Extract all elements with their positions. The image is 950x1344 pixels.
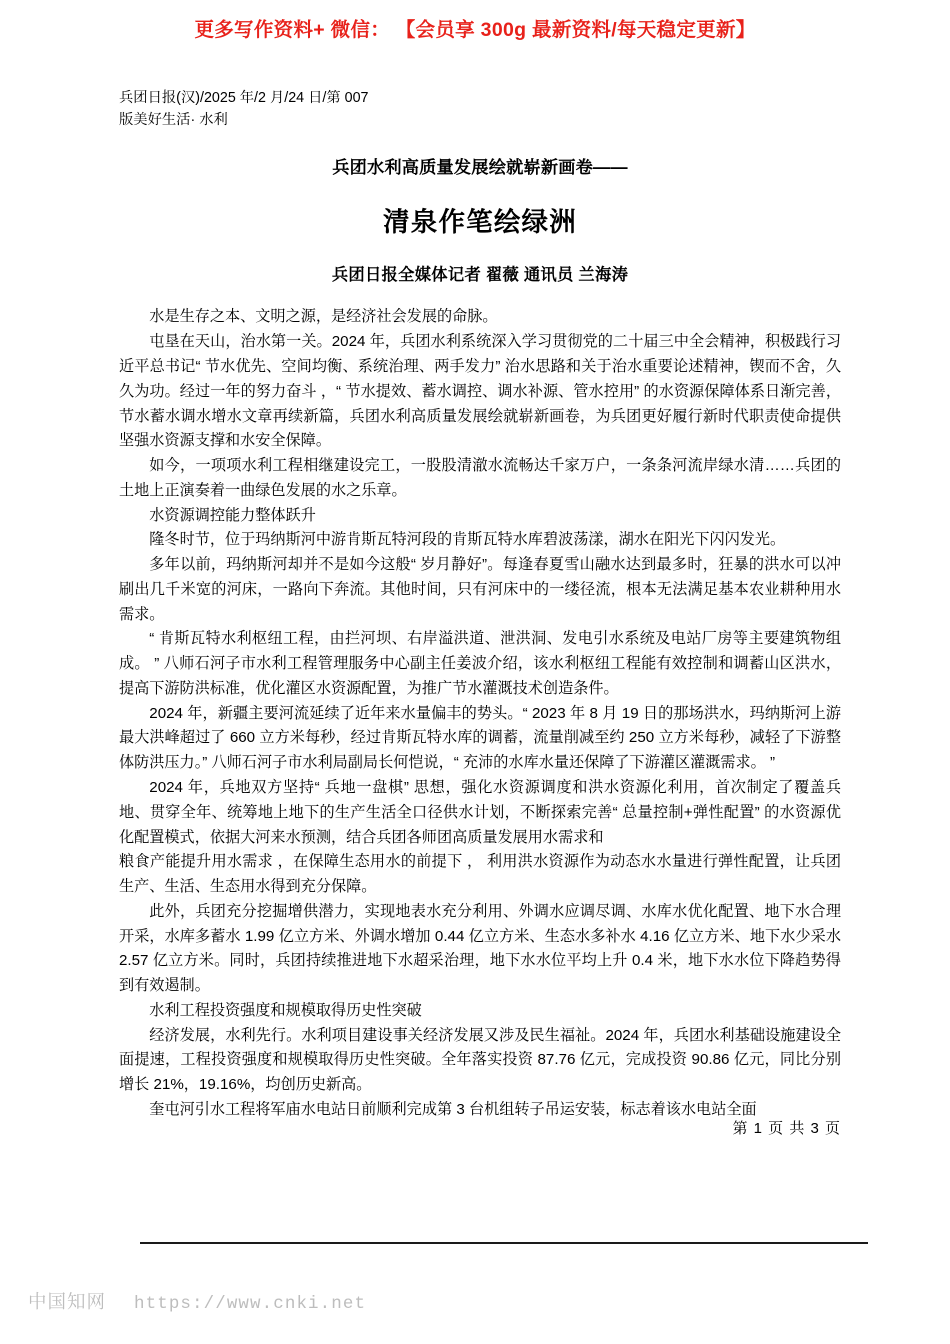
article-paragraph: 2024 年，新疆主要河流延续了近年来水量偏丰的势头。“ 2023 年 8 月 19 日的那场洪水，玛纳斯河上游最大洪峰超过了 660 立方米每秒，经过肯斯瓦特水库的调蓄，流量削减至约 250 立方米每秒，减轻了下游整体防洪压力。” 八师石河子市水利局副局长何恺说，“ 充沛的水库水量还保障了下游灌区灌溉需求。 ” [119,704,841,772]
document-page [119,88,841,1123]
article-paragraph: 粮食产能提升用水需求 ，在保障生态用水的前提下 ， 利用洪水资源作为动态水水量进行弹性配置，让兵团生产、生活、生态用水得到充分保障。 [119,853,841,896]
cnki-brand-label: 中国知网 [28,1291,107,1312]
article-paragraph: 奎屯河引水工程将军庙水电站日前顺利完成第 3 台机组转子吊运安装，标志着该水电站全面 [149,1100,757,1118]
article-paragraph: 经济发展，水利先行。水利项目建设事关经济发展又涉及民生福祉。2024 年，兵团水利基础设施建设全面提速，工程投资强度和规模取得历史性突破。全年落实投资 87.76 亿元，完成投资 90.86 亿元，同比分别增长 21%，19.16%，均创历史新高。 [119,1026,841,1094]
publication-source-line-1: 兵团日报(汉)/2025 年/2 月/24 日/第 007 [119,90,369,106]
promo-banner: 更多写作资料+ 微信： 【会员享 300g 最新资料/每天稳定更新】 [194,19,756,41]
publication-source-line-2: 版美好生活· 水利 [119,111,228,128]
cnki-watermark [28,1288,366,1314]
article-kicker: 兵团水利高质量发展绘就崭新画卷—— [332,157,628,178]
page-number: 第 1 页 共 3 页 [732,1120,841,1137]
article-paragraph: 水是生存之本、文明之源，是经济社会发展的命脉。 [149,308,498,326]
article-headline: 清泉作笔绘绿洲 [383,207,577,238]
article-paragraph: 隆冬时节，位于玛纳斯河中游肯斯瓦特河段的肯斯瓦特水库碧波荡漾，湖水在阳光下闪闪发光。 [149,531,786,549]
article-subheading: 水利工程投资强度和规模取得历史性突破 [149,1001,422,1019]
article-paragraph: 2024 年，兵地双方坚持“ 兵地一盘棋” 思想，强化水资源调度和洪水资源化利用，首次制定了覆盖兵地、贯穿全年、统筹地上地下的生产生活全口径供水计划，不断探索完善“ 总量控制+弹性配置” 的水资源优化配置模式，依据大河来水预测，结合兵团各师团高质量发展用水需求和 [119,778,841,846]
article-byline: 兵团日报全媒体记者 翟薇 通讯员 兰海涛 [331,266,629,285]
article-paragraph: 多年以前，玛纳斯河却并不是如今这般“ 岁月静好”。每逢春夏雪山融水达到最多时，狂暴的洪水可以冲刷出几千米宽的河床，一路向下奔流。其他时间，只有河床中的一缕径流，根本无法满足基本农业耕种用水需求。 [119,556,841,623]
article-subheading: 水资源调控能力整体跃升 [149,506,316,524]
article-body [119,305,841,1122]
article-paragraph: “ 肯斯瓦特水利枢纽工程，由拦河坝、右岸溢洪道、泄洪洞、发电引水系统及电站厂房等主要建筑物组成。 ” 八师石河子市水利工程管理服务中心副主任姜波介绍，该水利枢纽工程能有效控制和调蓄山区洪水，提高下游防洪标准，优化灌区水资源配置，为推广节水灌溉技术创造条件。 [119,630,841,697]
article-paragraph: 屯垦在天山，治水第一关。2024 年，兵团水利系统深入学习贯彻党的二十届三中全会精神，积极践行习近平总书记“ 节水优先、空间均衡、系统治理、两手发力” 治水思路和关于治水重要论述精神，锲而不舍，久久为功。经过一年的努力奋斗 ，“ 节水提效、蓄水调控、调水补源、管水控用” 的水资源保障体系日渐完善，节水蓄水调水增水文章再续新篇，兵团水利高质量发展绘就崭新画卷，为兵团更好履行新时代职责使命提供坚强水资源支撑和水安全保障。 [119,333,841,450]
cnki-url-label: https://www.cnki.net [134,1294,367,1314]
publication-source [119,88,841,131]
article-paragraph: 此外，兵团充分挖掘增供潜力，实现地表水充分利用、外调水应调尽调、水库水优化配置、地下水合理开采，水库多蓄水 1.99 亿立方米、外调水增加 0.44 亿立方米、生态水多补水 4.16 亿立方米、地下水少采水 2.57 亿立方米。同时，兵团持续推进地下水超采治理，地下水水位平均上升 0.4 米，地下水水位下降趋势得到有效遏制。 [119,902,841,995]
article-paragraph: 如今，一项项水利工程相继建设完工，一股股清澈水流畅达千家万户，一条条河流岸绿水清……兵团的土地上正演奏着一曲绿色发展的水之乐章。 [119,457,841,499]
footer-divider [140,1242,868,1244]
